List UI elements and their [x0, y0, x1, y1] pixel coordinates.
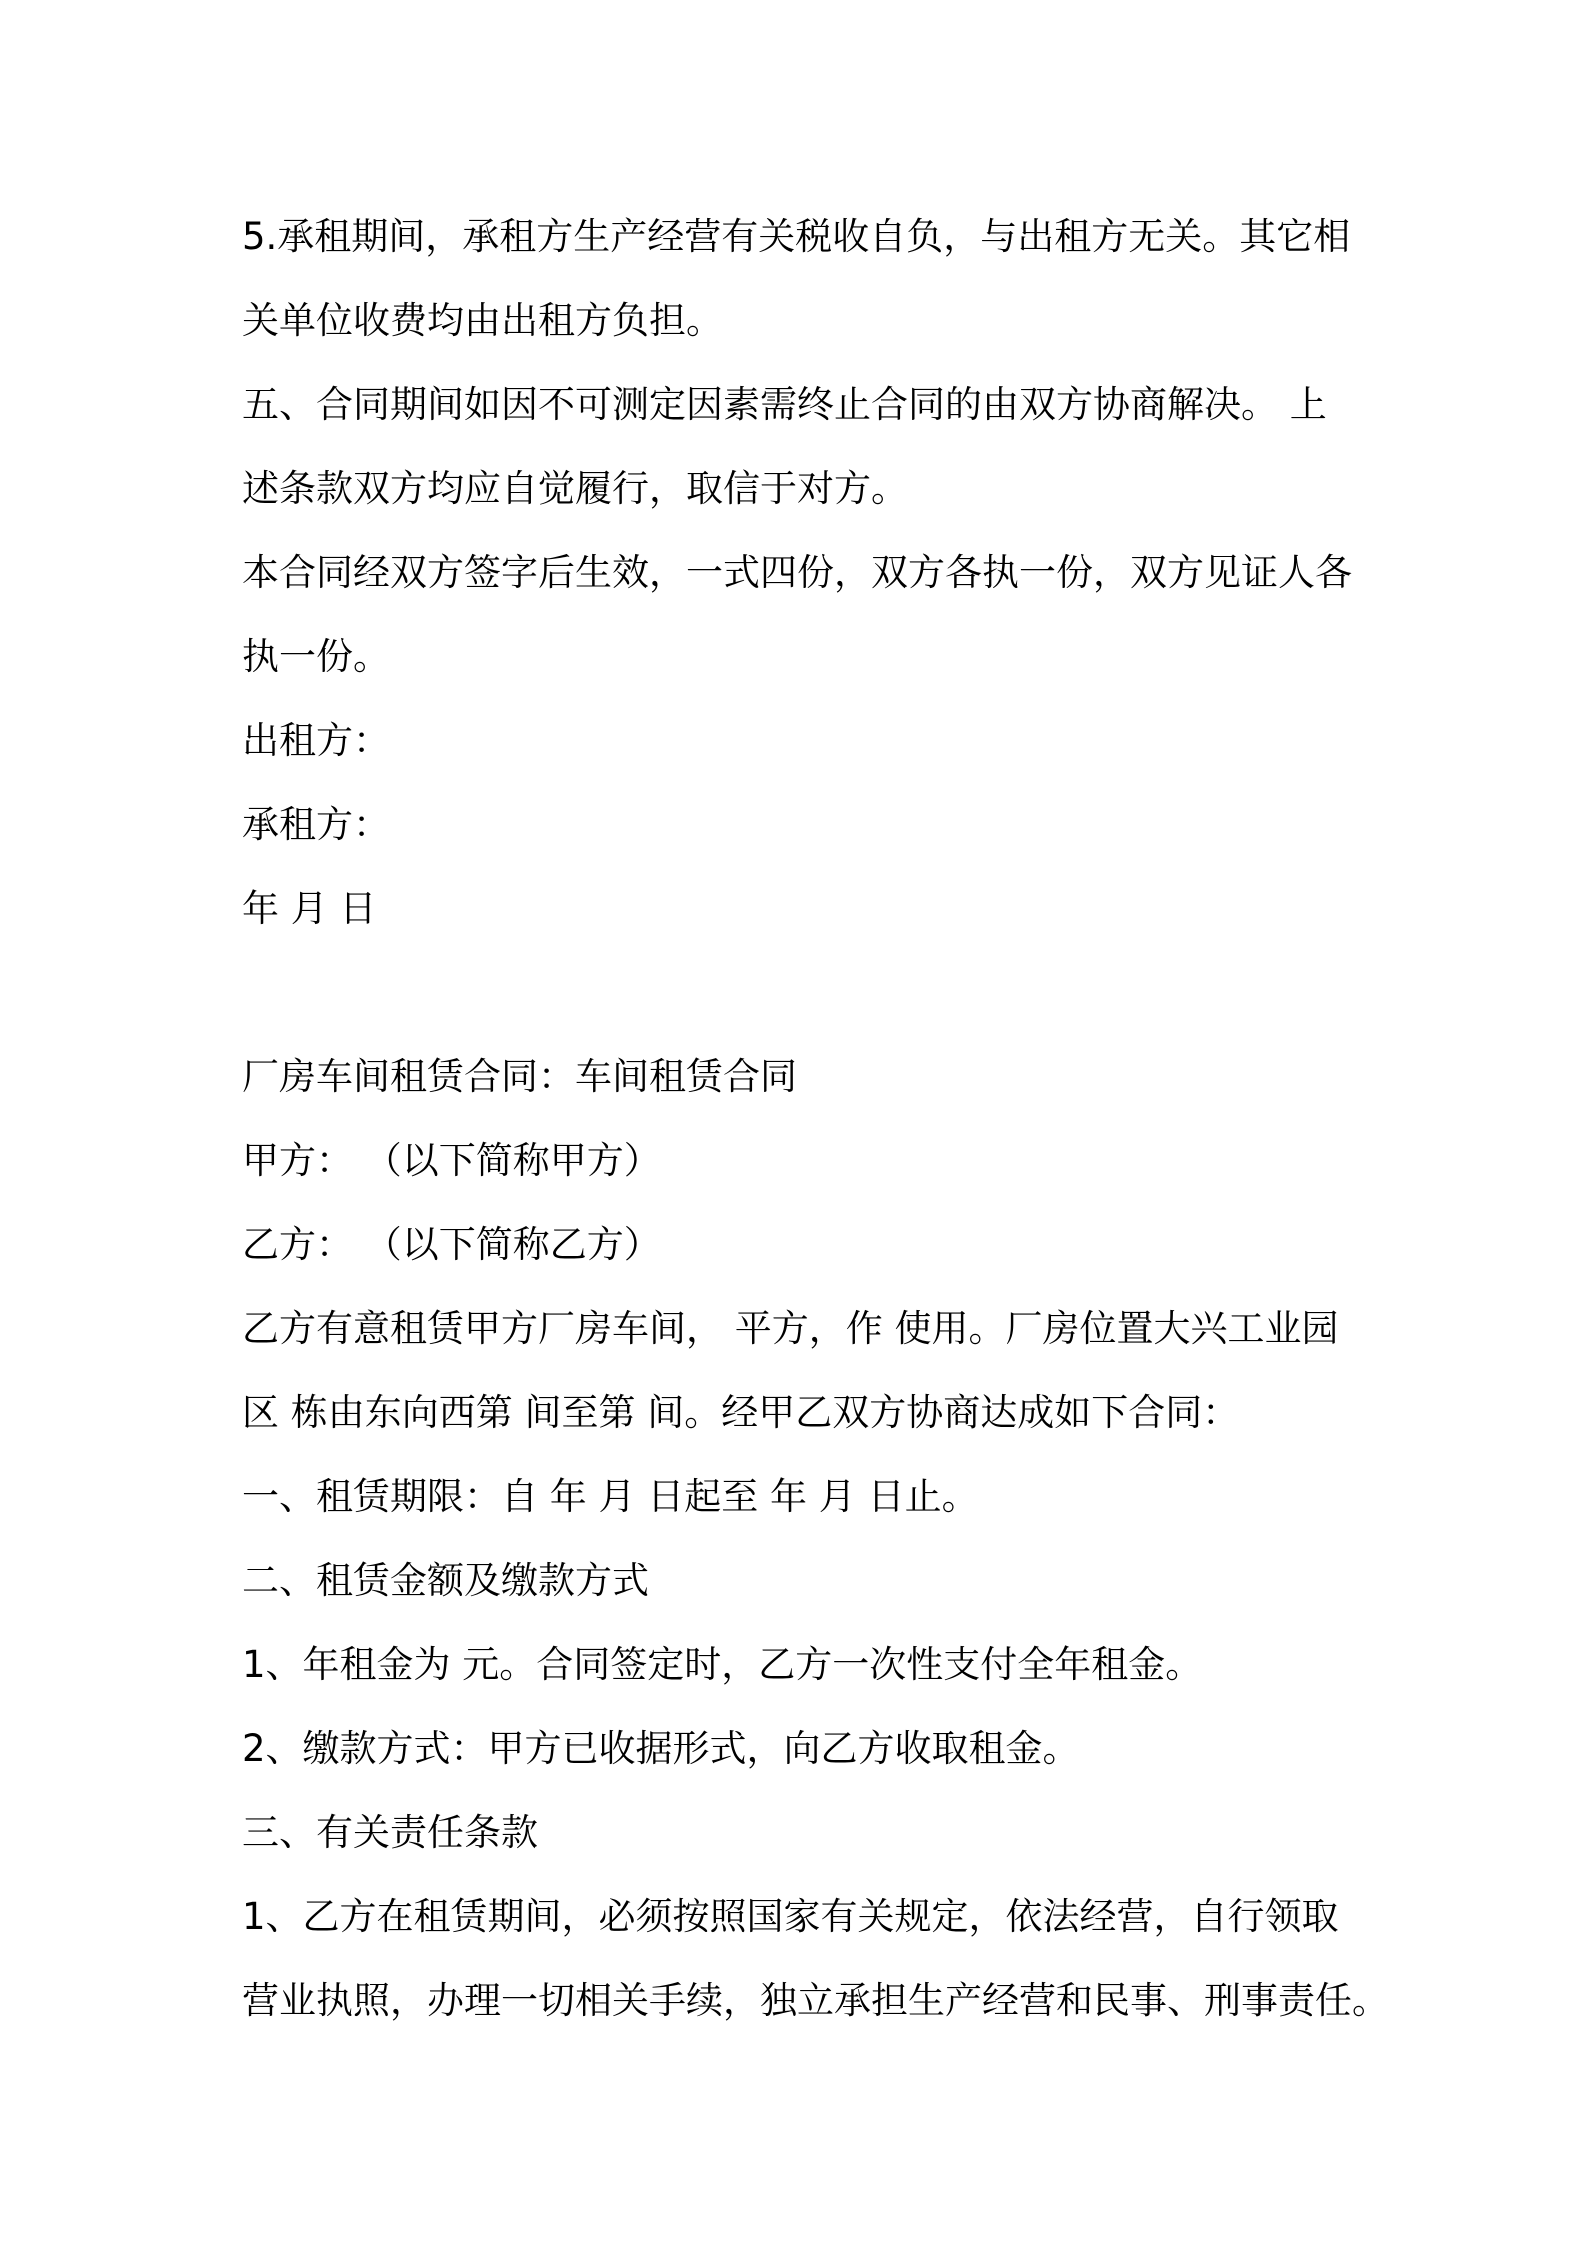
- paragraph-line: 1、乙方在租赁期间，必须按照国家有关规定，依法经营，自行领取: [242, 1895, 1339, 1938]
- party-a-line: 甲方： （以下简称甲方）: [242, 1139, 661, 1182]
- paragraph-line: 乙方有意租赁甲方厂房车间， 平方，作 使用。厂房位置大兴工业园: [242, 1307, 1339, 1350]
- paragraph-line: 本合同经双方签字后生效，一式四份，双方各执一份，双方见证人各: [242, 551, 1352, 594]
- paragraph-line: 述条款双方均应自觉履行，取信于对方。: [242, 467, 908, 510]
- section-heading: 三、有关责任条款: [242, 1811, 538, 1854]
- paragraph-line: 2、缴款方式：甲方已收据形式，向乙方收取租金。: [242, 1727, 1080, 1770]
- party-b-line: 乙方： （以下简称乙方）: [242, 1223, 661, 1266]
- contract-title: 厂房车间租赁合同：车间租赁合同: [242, 1055, 797, 1098]
- lessor-signature-label: 出租方：: [242, 719, 390, 762]
- lease-term-line: 一、租赁期限：自 年 月 日起至 年 月 日止。: [242, 1475, 979, 1518]
- paragraph-line: 营业执照，办理一切相关手续，独立承担生产经营和民事、刑事责任。: [242, 1979, 1389, 2022]
- paragraph-line: 五、合同期间如因不可测定因素需终止合同的由双方协商解决。 上: [242, 383, 1327, 426]
- paragraph-line: 1、年租金为 元。合同签定时，乙方一次性支付全年租金。: [242, 1643, 1203, 1686]
- document-body: [242, 195, 1389, 2043]
- paragraph-line: 区 栋由东向西第 间至第 间。经甲乙双方协商达成如下合同：: [242, 1391, 1240, 1434]
- lessee-signature-label: 承租方：: [242, 803, 390, 846]
- section-heading: 二、租赁金额及缴款方式: [242, 1559, 649, 1602]
- paragraph-line: 5.承租期间，承租方生产经营有关税收自负，与出租方无关。其它相: [242, 215, 1351, 258]
- section-gap: [242, 951, 1352, 1035]
- paragraph-line: 执一份。: [242, 635, 390, 678]
- paragraph-line: 关单位收费均由出租方负担。: [242, 299, 723, 342]
- date-line: 年 月 日: [242, 887, 377, 930]
